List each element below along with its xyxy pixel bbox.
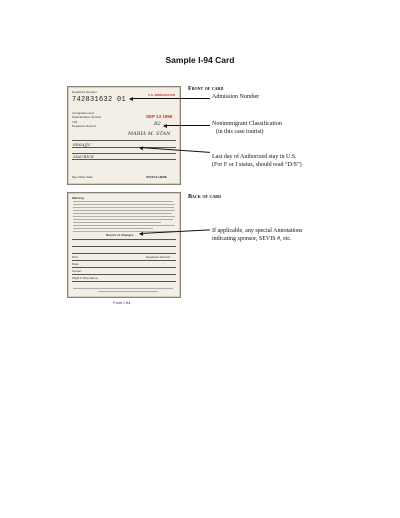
footer-right: STAPLE HERE	[146, 175, 167, 179]
immigration-stamp-text: U.S. IMMIGRATION	[148, 93, 175, 97]
form-label-4: Departure Record	[72, 124, 96, 128]
handwritten-entry-1: ERSAJJC	[73, 142, 91, 147]
form-label-3: I-94	[72, 120, 78, 124]
arrow-admission	[130, 98, 210, 99]
stamp-date: SEP 13 1996	[146, 114, 173, 119]
form-label-2: Naturalization Service	[72, 115, 102, 119]
annotation-classification: Nonimmigrant Classification	[212, 121, 282, 127]
page-title: Sample I-94 Card	[165, 55, 235, 65]
annotation-last-day-note: (For F or J status, should read “D/S”)	[212, 162, 302, 168]
departure-record: Departure Record	[146, 255, 170, 259]
class-code: B2	[154, 121, 161, 127]
i94-front-card	[67, 86, 181, 185]
back-heading: Back of card	[188, 194, 221, 200]
date-label: Date:	[72, 262, 80, 266]
record-of-changes: Record of Changes	[106, 233, 134, 237]
flight-label: Flight # Ship Name:	[72, 276, 99, 280]
annotation-special: If applicable, any special Annotations	[212, 228, 303, 234]
front-heading: Front of card	[188, 86, 224, 92]
arrow-classification	[164, 125, 210, 126]
handwritten-entry-2: MAURICE	[73, 154, 94, 159]
form-label-1: Immigration and	[72, 111, 94, 115]
port-label: Port:	[72, 255, 79, 259]
warning-label: Warning	[72, 196, 84, 200]
i94-back-card	[67, 192, 181, 298]
annotation-classification-note: (in this case tourist)	[216, 129, 264, 135]
annotation-last-day: Last day of Authorized stay in U.S.	[212, 154, 297, 160]
form-caption: Form I-94	[113, 300, 131, 305]
annotation-admission: Admission Number	[212, 94, 260, 100]
footer-left: See Other Side	[72, 175, 93, 179]
departure-number-label: Departure Number	[72, 90, 97, 94]
annotation-special-note: indicating sponsor, SEVIS #, etc.	[212, 236, 292, 242]
handwritten-city: MARIA M. STAN	[128, 131, 171, 137]
carrier-label: Carrier:	[72, 269, 83, 273]
admission-number-value: 742831632 01	[72, 96, 127, 104]
